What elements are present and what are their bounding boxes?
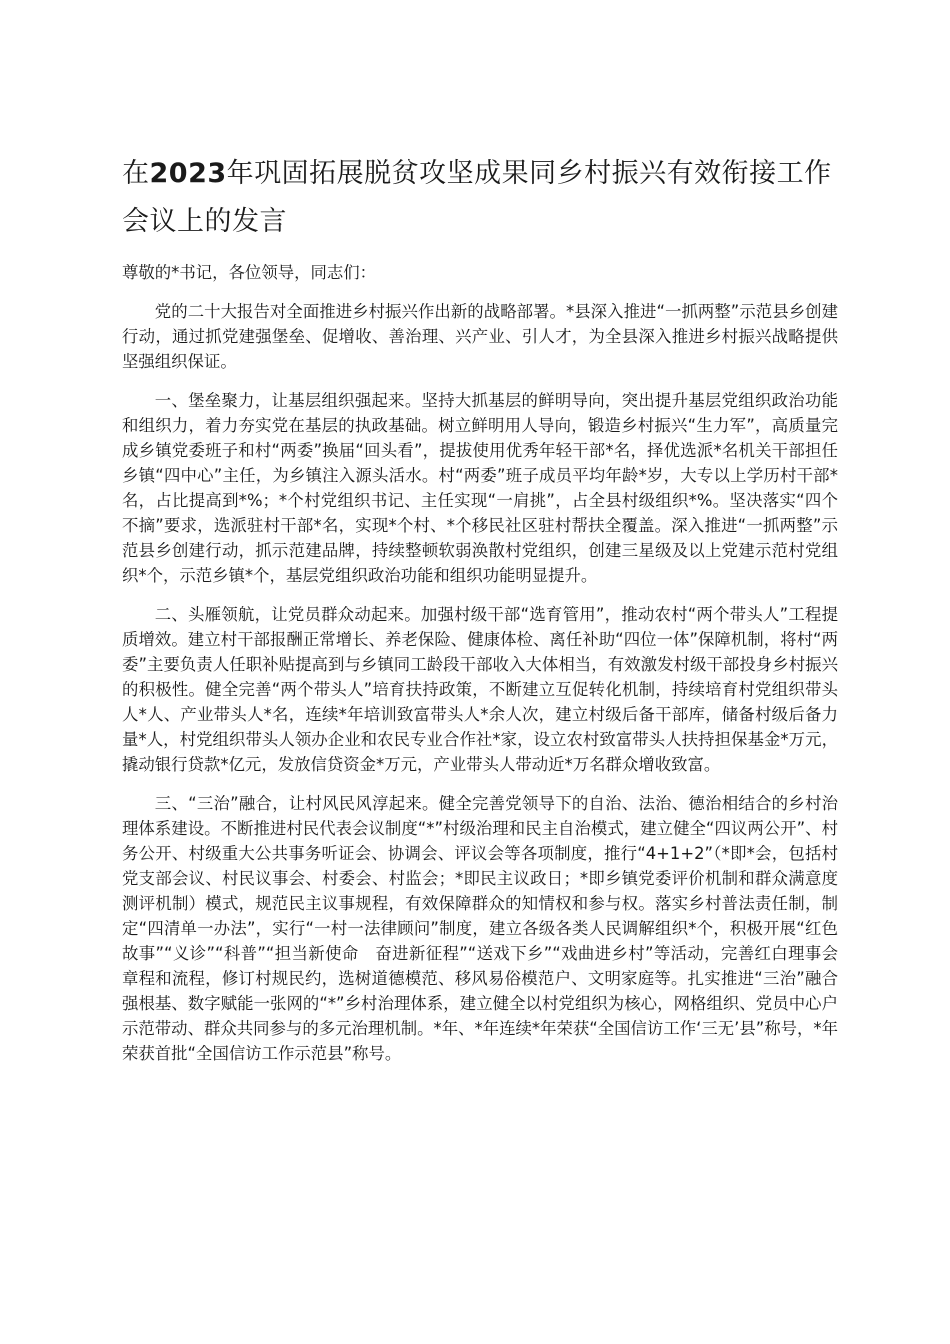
title-rest: 年巩固拓展脱贫攻坚成果同乡村振兴有效衔接工作会议上的发言	[122, 158, 832, 237]
paragraph-section-1: 一、堡垒聚力，让基层组织强起来。坚持大抓基层的鲜明导向，突出提升基层党组织政治功能和组织力，着力夯实党在基层的执政基础。树立鲜明用人导向，锻造乡村振兴“生力军”，高质量完成乡镇党委班子和村“两委”换届“回头看”，提拔使用优秀年轻干部*名，择优选派*名机关干部担任乡镇“四中心”主任，为乡镇注入源头活水。村“两委”班子成员平均年龄*岁，大专以上学历村干部*名，占比提高到*%；*个村党组织书记、主任实现“一肩挑”，占全县村级组织*%。坚决落实“四个不摘”要求，选派驻村干部*名，实现*个村、*个移民社区驻村帮扶全覆盖。深入推进“一抓两整”示范县乡创建行动，抓示范建品牌，持续整顿软弱涣散村党组织，创建三星级及以上党建示范村党组织*个，示范乡镇*个，基层党组织政治功能和组织功能明显提升。	[122, 391, 838, 585]
salutation: 尊敬的*书记，各位领导，同志们：	[122, 263, 377, 282]
title-year: 2023	[149, 158, 227, 189]
paragraph-section-3: 三、“三治”融合，让村风民风淳起来。健全完善党领导下的自治、法治、德治相结合的乡村治理体系建设。不断推进村民代表会议制度“*”村级治理和民主自治模式，建立健全“四议两公开”、村务公开、村级重大公共事务听证会、协调会、评议会等各项制度，推行“4+1+2”（*即*会，包括村党支部会议、村民议事会、村委会、村监会；*即民主议政日；*即乡镇党委评价机制和群众满意度测评机制）模式，规范民主议事规程，有效保障群众的知情权和参与权。落实乡村普法责任制，制定“四清单一办法”，实行“一村一法律顾问”制度，建立各级各类人民调解组织*个，积极开展“红色故事”“义诊”“科普”“担当新使命 奋进新征程”“送戏下乡”“戏曲进乡村”等活动，完善红白理事会章程和流程，修订村规民约，选树道德模范、移风易俗模范户、文明家庭等。扎实推进“三治”融合强根基、数字赋能一张网的“*”乡村治理体系，建立健全以村党组织为核心，网格组织、党员中心户示范带动、群众共同参与的多元治理机制。*年、*年连续*年荣获“全国信访工作‘三无’县”称号，*年荣获首批“全国信访工作示范县”称号。	[122, 794, 838, 1063]
document-page	[122, 150, 838, 1066]
document-title	[122, 150, 838, 246]
paragraph-section-2: 二、头雁领航，让党员群众动起来。加强村级干部“选育管用”，推动农村“两个带头人”工程提质增效。建立村干部报酬正常增长、养老保险、健康体检、离任补助“四位一体”保障机制，将村“两委”主要负责人任职补贴提高到与乡镇同工龄段干部收入大体相当，有效激发村级干部投身乡村振兴的积极性。健全完善“两个带头人”培育扶持政策，不断建立互促转化机制，持续培育村党组织带头人*人、产业带头人*名，连续*年培训致富带头人*余人次，建立村级后备干部库，储备村级后备力量*人，村党组织带头人领办企业和农民专业合作社*家，设立农村致富带头人扶持担保基金*万元，撬动银行贷款*亿元，发放信贷资金*万元，产业带头人带动近*万名群众增收致富。	[122, 605, 838, 774]
title-prefix: 在	[122, 158, 150, 189]
paragraph-intro: 党的二十大报告对全面推进乡村振兴作出新的战略部署。*县深入推进“一抓两整”示范县乡创建行动，通过抓党建强堡垒、促增收、善治理、兴产业、引人才，为全县深入推进乡村振兴战略提供坚强组织保证。	[122, 302, 838, 371]
